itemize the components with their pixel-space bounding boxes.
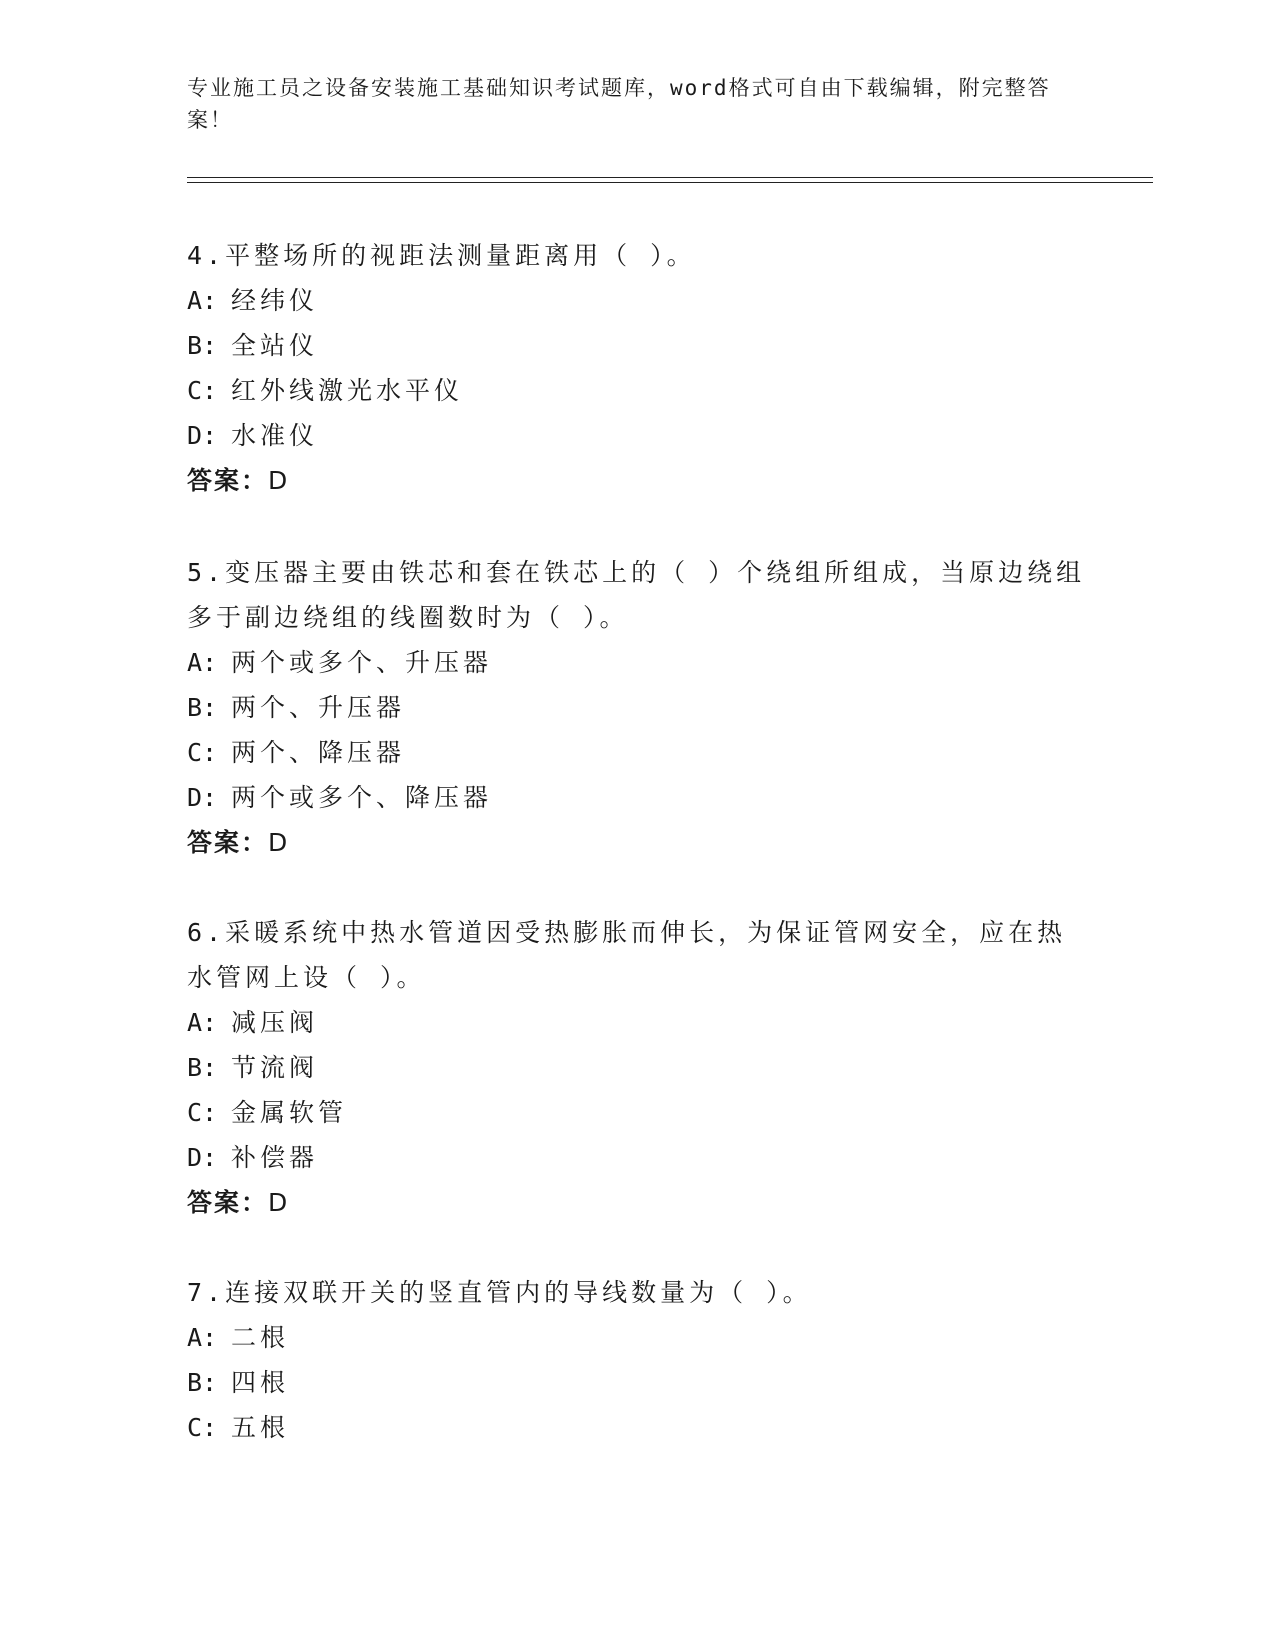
- option-b: [187, 685, 1087, 730]
- answer-line: [187, 820, 1087, 865]
- option-text: 补偿器: [231, 1143, 319, 1172]
- answer-label: 答案：: [187, 828, 269, 857]
- option-c: [187, 368, 1087, 413]
- document-header: 专业施工员之设备安装施工基础知识考试题库，word格式可自由下载编辑，附完整答案！: [187, 76, 1051, 132]
- option-key: C:: [187, 376, 218, 405]
- question-6: [187, 910, 1087, 1225]
- option-key: C:: [187, 738, 218, 767]
- answer-line: [187, 458, 1087, 503]
- option-d: [187, 775, 1087, 820]
- question-stem: 4.平整场所的视距法测量距离用（ ）。: [187, 241, 696, 270]
- question-7: [187, 1270, 1087, 1450]
- option-key: A:: [187, 1323, 218, 1352]
- answer-value: D: [268, 1188, 288, 1217]
- question-stem: 7.连接双联开关的竖直管内的导线数量为（ ）。: [187, 1278, 812, 1307]
- option-d: [187, 413, 1087, 458]
- option-b: [187, 323, 1087, 368]
- option-b: [187, 1360, 1087, 1405]
- option-a: [187, 1000, 1087, 1045]
- question-4: [187, 233, 1087, 503]
- answer-value: D: [268, 466, 288, 495]
- option-text: 减压阀: [231, 1008, 319, 1037]
- option-key: B:: [187, 1368, 218, 1397]
- option-key: C:: [187, 1098, 218, 1127]
- option-key: B:: [187, 693, 218, 722]
- option-c: [187, 1090, 1087, 1135]
- option-text: 经纬仪: [231, 286, 319, 315]
- option-text: 金属软管: [231, 1098, 348, 1127]
- option-key: D:: [187, 783, 218, 812]
- option-key: A:: [187, 648, 218, 677]
- answer-value: D: [268, 828, 288, 857]
- option-c: [187, 1405, 1087, 1450]
- answer-label: 答案：: [187, 1188, 269, 1217]
- question-stem: 6.采暖系统中热水管道因受热膨胀而伸长，为保证管网安全，应在热水管网上设（ ）。: [187, 918, 1067, 992]
- option-c: [187, 730, 1087, 775]
- option-b: [187, 1045, 1087, 1090]
- option-key: D:: [187, 421, 218, 450]
- option-text: 五根: [231, 1413, 290, 1442]
- answer-line: [187, 1180, 1087, 1225]
- option-text: 两个、降压器: [231, 738, 406, 767]
- option-key: B:: [187, 1053, 218, 1082]
- option-text: 红外线激光水平仪: [231, 376, 464, 405]
- option-key: D:: [187, 1143, 218, 1172]
- option-text: 水准仪: [231, 421, 319, 450]
- option-key: B:: [187, 331, 218, 360]
- option-text: 两个或多个、降压器: [231, 783, 493, 812]
- question-5: [187, 550, 1087, 865]
- option-text: 两个或多个、升压器: [231, 648, 493, 677]
- option-text: 节流阀: [231, 1053, 319, 1082]
- option-key: A:: [187, 286, 218, 315]
- option-text: 全站仪: [231, 331, 319, 360]
- answer-label: 答案：: [187, 466, 269, 495]
- option-a: [187, 1315, 1087, 1360]
- option-text: 二根: [231, 1323, 290, 1352]
- option-text: 两个、升压器: [231, 693, 406, 722]
- header-divider-top: [187, 177, 1153, 178]
- question-stem: 5.变压器主要由铁芯和套在铁芯上的（ ）个绕组所组成，当原边绕组多于副边绕组的线圈数时为（ ）。: [187, 558, 1086, 632]
- option-text: 四根: [231, 1368, 290, 1397]
- option-d: [187, 1135, 1087, 1180]
- option-a: [187, 278, 1087, 323]
- header-divider-bottom: [187, 182, 1153, 183]
- option-key: A:: [187, 1008, 218, 1037]
- option-key: C:: [187, 1413, 218, 1442]
- option-a: [187, 640, 1087, 685]
